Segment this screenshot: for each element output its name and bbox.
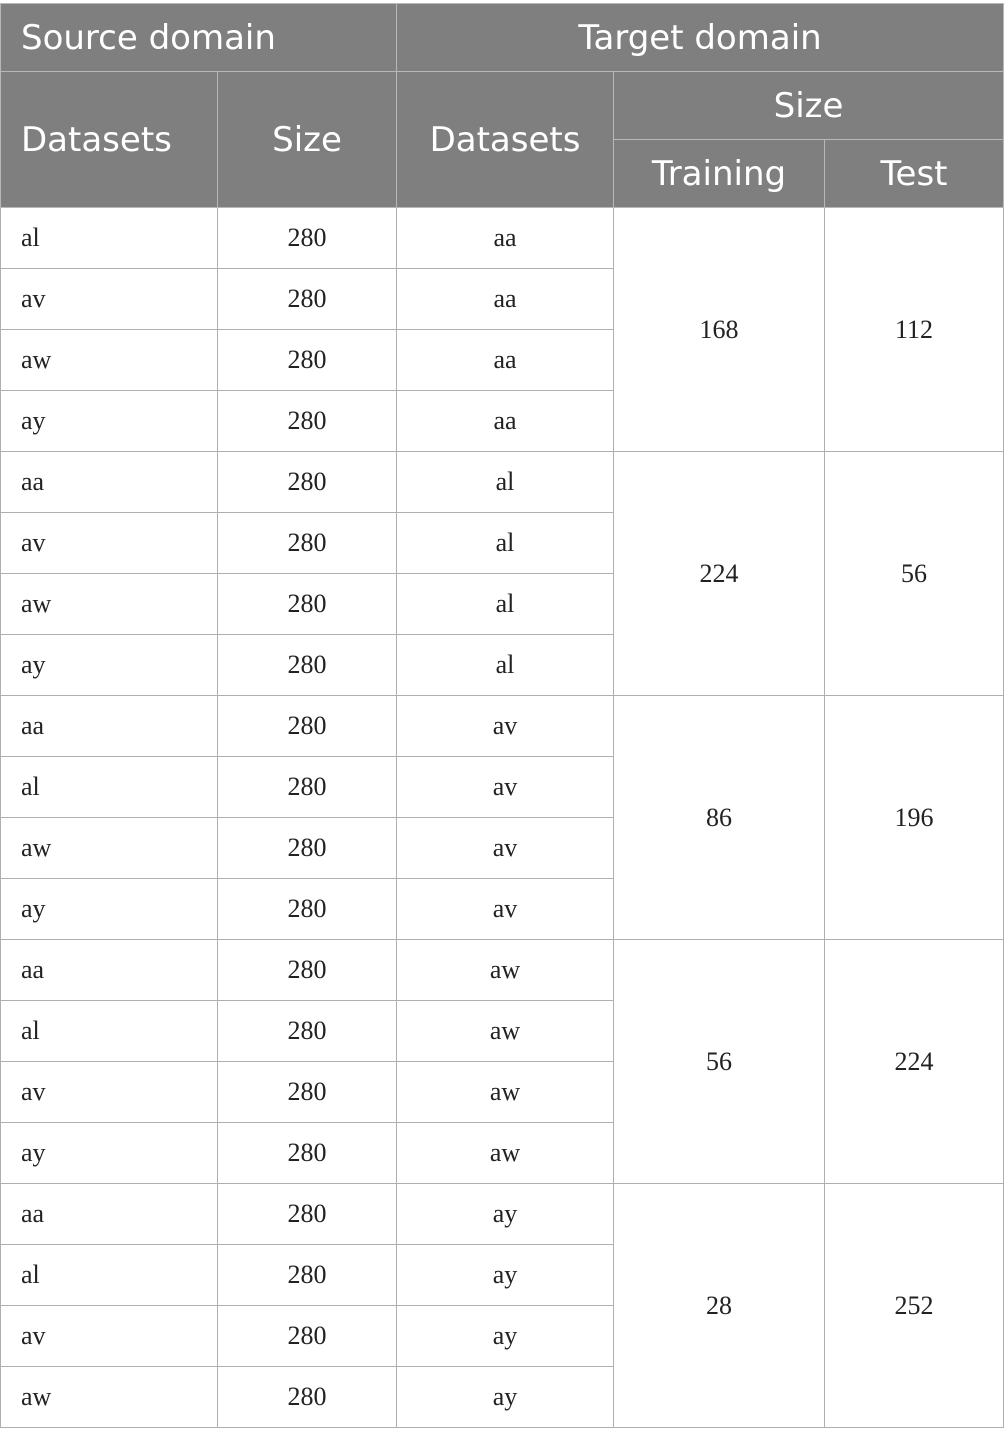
- source-size-cell: 280: [218, 269, 397, 330]
- source-size-cell: 280: [218, 1123, 397, 1184]
- target-dataset-cell: aw: [397, 1062, 614, 1123]
- source-dataset-cell: ay: [1, 1123, 218, 1184]
- source-size-cell: 280: [218, 1367, 397, 1428]
- target-dataset-cell: aa: [397, 391, 614, 452]
- training-size-cell: 86: [614, 696, 825, 940]
- source-dataset-cell: aa: [1, 696, 218, 757]
- table-row: [1, 452, 1004, 513]
- source-dataset-cell: aa: [1, 452, 218, 513]
- training-size-cell: 56: [614, 940, 825, 1184]
- source-size-cell: 280: [218, 330, 397, 391]
- source-dataset-cell: aa: [1, 1184, 218, 1245]
- target-dataset-cell: ay: [397, 1306, 614, 1367]
- source-dataset-cell: av: [1, 513, 218, 574]
- source-size-cell: 280: [218, 757, 397, 818]
- test-size-cell: 112: [825, 208, 1004, 452]
- domain-dataset-table: [0, 3, 1004, 1428]
- target-dataset-cell: al: [397, 452, 614, 513]
- source-dataset-cell: al: [1, 757, 218, 818]
- source-dataset-cell: aw: [1, 1367, 218, 1428]
- source-dataset-cell: al: [1, 1245, 218, 1306]
- header-source-datasets: Datasets: [1, 72, 218, 208]
- header-source-size: Size: [218, 72, 397, 208]
- source-size-cell: 280: [218, 818, 397, 879]
- target-dataset-cell: ay: [397, 1184, 614, 1245]
- source-dataset-cell: ay: [1, 635, 218, 696]
- target-dataset-cell: aa: [397, 208, 614, 269]
- header-target-domain: Target domain: [397, 4, 1004, 72]
- table-row: [1, 208, 1004, 269]
- target-dataset-cell: al: [397, 513, 614, 574]
- source-dataset-cell: ay: [1, 391, 218, 452]
- table-row: [1, 696, 1004, 757]
- training-size-cell: 168: [614, 208, 825, 452]
- source-size-cell: 280: [218, 879, 397, 940]
- source-dataset-cell: aw: [1, 574, 218, 635]
- target-dataset-cell: av: [397, 757, 614, 818]
- source-size-cell: 280: [218, 1184, 397, 1245]
- target-dataset-cell: aa: [397, 269, 614, 330]
- source-dataset-cell: ay: [1, 879, 218, 940]
- source-size-cell: 280: [218, 696, 397, 757]
- target-dataset-cell: al: [397, 635, 614, 696]
- source-size-cell: 280: [218, 1306, 397, 1367]
- source-size-cell: 280: [218, 1245, 397, 1306]
- header-target-size: Size: [614, 72, 1004, 140]
- training-size-cell: 28: [614, 1184, 825, 1428]
- header-source-domain: Source domain: [1, 4, 397, 72]
- source-dataset-cell: av: [1, 1306, 218, 1367]
- table-row: [1, 940, 1004, 1001]
- test-size-cell: 224: [825, 940, 1004, 1184]
- source-dataset-cell: aw: [1, 330, 218, 391]
- target-dataset-cell: aw: [397, 1123, 614, 1184]
- training-size-cell: 224: [614, 452, 825, 696]
- source-size-cell: 280: [218, 452, 397, 513]
- test-size-cell: 56: [825, 452, 1004, 696]
- test-size-cell: 252: [825, 1184, 1004, 1428]
- source-dataset-cell: al: [1, 1001, 218, 1062]
- target-dataset-cell: av: [397, 879, 614, 940]
- source-size-cell: 280: [218, 940, 397, 1001]
- source-size-cell: 280: [218, 635, 397, 696]
- target-dataset-cell: av: [397, 696, 614, 757]
- source-dataset-cell: av: [1, 1062, 218, 1123]
- table-body: [1, 208, 1004, 1428]
- header-test: Test: [825, 140, 1004, 208]
- test-size-cell: 196: [825, 696, 1004, 940]
- table-row: [1, 1184, 1004, 1245]
- source-size-cell: 280: [218, 391, 397, 452]
- source-dataset-cell: av: [1, 269, 218, 330]
- header-training: Training: [614, 140, 825, 208]
- target-dataset-cell: aa: [397, 330, 614, 391]
- source-size-cell: 280: [218, 208, 397, 269]
- target-dataset-cell: av: [397, 818, 614, 879]
- source-size-cell: 280: [218, 1001, 397, 1062]
- target-dataset-cell: aw: [397, 1001, 614, 1062]
- source-size-cell: 280: [218, 1062, 397, 1123]
- header-target-datasets: Datasets: [397, 72, 614, 208]
- target-dataset-cell: ay: [397, 1367, 614, 1428]
- source-dataset-cell: al: [1, 208, 218, 269]
- target-dataset-cell: aw: [397, 940, 614, 1001]
- source-size-cell: 280: [218, 574, 397, 635]
- source-dataset-cell: aa: [1, 940, 218, 1001]
- target-dataset-cell: al: [397, 574, 614, 635]
- table-header: [1, 4, 1004, 208]
- target-dataset-cell: ay: [397, 1245, 614, 1306]
- source-dataset-cell: aw: [1, 818, 218, 879]
- source-size-cell: 280: [218, 513, 397, 574]
